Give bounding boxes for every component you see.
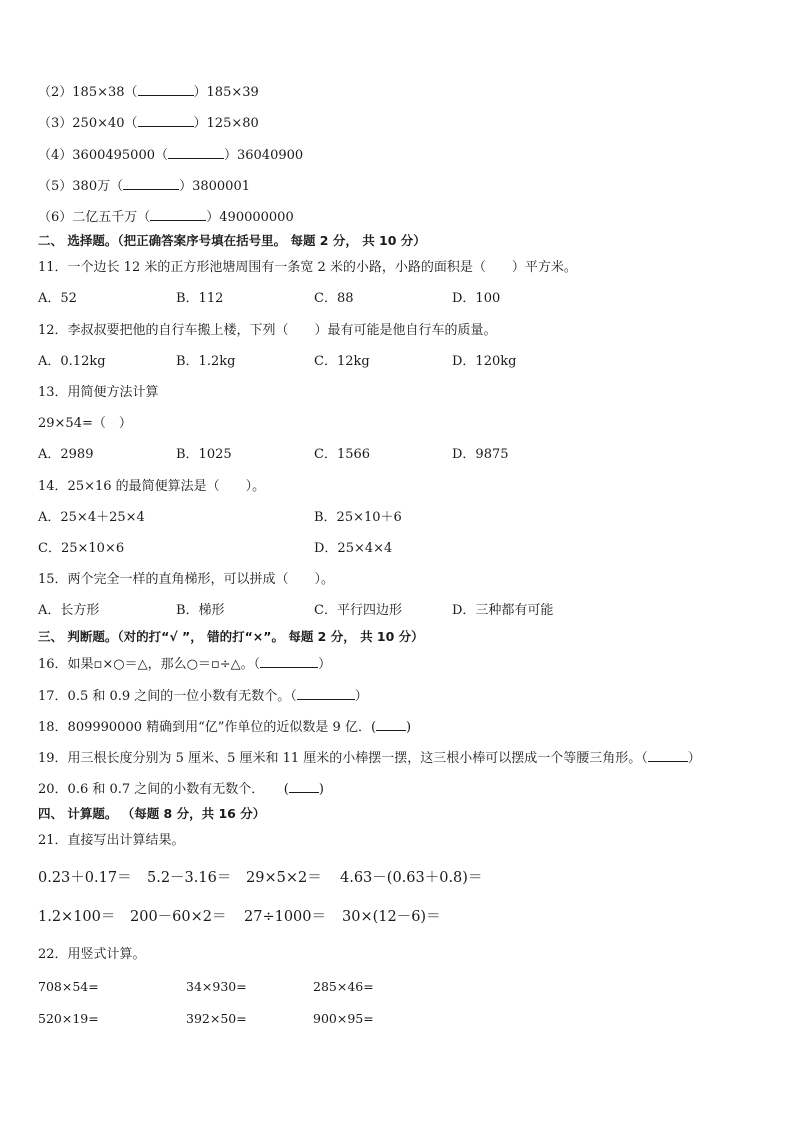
calc-expression: 30×(12－6)＝ <box>342 909 441 925</box>
option-c[interactable]: C．25×10×6 <box>38 541 125 556</box>
option-a[interactable]: A．0.12kg <box>38 354 106 369</box>
option-d[interactable]: D．三种都有可能 <box>452 603 554 618</box>
question-17: 17．0.5 和 0.9 之间的一位小数有无数个。（ ） <box>38 686 368 706</box>
compare-item-6: （6）二亿五千万（ ）490000000 <box>38 207 294 227</box>
option-d[interactable]: D．100 <box>452 291 501 306</box>
answer-blank[interactable] <box>150 207 206 221</box>
option-c[interactable]: C．12kg <box>314 354 370 369</box>
compare-item-5: （5）380万（ ）3800001 <box>38 176 250 196</box>
question-15: 15．两个完全一样的直角梯形，可以拼成（ ）。 <box>38 572 335 587</box>
section-heading-calc: 四、 计算题。 （每题 8 分，共 16 分） <box>38 806 266 821</box>
option-b[interactable]: B．25×10＋6 <box>314 510 402 525</box>
calc-expression: 1.2×100＝ <box>38 909 116 925</box>
option-a[interactable]: A．52 <box>38 291 77 306</box>
option-b[interactable]: B．112 <box>176 291 224 306</box>
answer-blank[interactable] <box>138 113 194 127</box>
question-20: 20．0.6 和 0.7 之间的小数有无数个． ( ) <box>38 779 324 799</box>
answer-blank[interactable] <box>376 717 406 731</box>
option-c[interactable]: C．平行四边形 <box>314 603 402 618</box>
compare-item-4: （4）3600495000（ ）36040900 <box>38 145 303 165</box>
vertical-calc-item: 285×46= <box>313 979 374 994</box>
compare-item-2: （2）185×38（ ）185×39 <box>38 82 259 102</box>
section-heading-choice: 二、 选择题。（把正确答案序号填在括号里。 每题 2 分， 共 10 分） <box>38 233 426 248</box>
calc-expression: 0.23＋0.17＝ <box>38 870 132 886</box>
answer-blank[interactable] <box>648 748 688 762</box>
vertical-calc-item: 392×50= <box>186 1011 247 1026</box>
option-a[interactable]: A．长方形 <box>38 603 100 618</box>
section-heading-judge: 三、 判断题。（对的打“√ ”， 错的打“×”。 每题 2 分， 共 10 分） <box>38 629 424 644</box>
option-d[interactable]: D．9875 <box>452 447 509 462</box>
calc-expression: 5.2－3.16＝ <box>147 870 232 886</box>
question-14: 14．25×16 的最简便算法是（ ）。 <box>38 479 266 494</box>
answer-blank[interactable] <box>289 779 319 793</box>
option-c[interactable]: C．1566 <box>314 447 371 462</box>
option-d[interactable]: D．25×4×4 <box>314 541 393 556</box>
answer-blank[interactable] <box>138 82 194 96</box>
calc-expression: 29×5×2＝ <box>246 870 322 886</box>
question-21: 21．直接写出计算结果。 <box>38 833 185 848</box>
option-b[interactable]: B．梯形 <box>176 603 225 618</box>
answer-blank[interactable] <box>297 686 355 700</box>
option-d[interactable]: D．120kg <box>452 354 517 369</box>
vertical-calc-item: 900×95= <box>313 1011 374 1026</box>
question-22: 22．用竖式计算。 <box>38 947 146 962</box>
answer-blank[interactable] <box>168 145 224 159</box>
question-13-expression: 29×54=（ ） <box>38 416 132 431</box>
question-13: 13．用简便方法计算 <box>38 385 159 400</box>
option-b[interactable]: B．1025 <box>176 447 232 462</box>
answer-blank[interactable] <box>123 176 179 190</box>
compare-item-3: （3）250×40（ ）125×80 <box>38 113 259 133</box>
option-a[interactable]: A．25×4＋25×4 <box>38 510 145 525</box>
question-12: 12．李叔叔要把他的自行车搬上楼，下列（ ）最有可能是他自行车的质量。 <box>38 323 497 338</box>
calc-expression: 4.63－(0.63＋0.8)＝ <box>340 870 483 886</box>
option-b[interactable]: B．1.2kg <box>176 354 236 369</box>
answer-blank[interactable] <box>260 654 318 668</box>
option-a[interactable]: A．2989 <box>38 447 94 462</box>
option-c[interactable]: C．88 <box>314 291 354 306</box>
vertical-calc-item: 708×54= <box>38 979 99 994</box>
question-16: 16．如果▫×○＝△，那么○＝▫÷△。（ ） <box>38 654 331 674</box>
vertical-calc-item: 520×19= <box>38 1011 99 1026</box>
question-18: 18．809990000 精确到用“亿”作单位的近似数是 9 亿．( ) <box>38 717 411 737</box>
question-19: 19．用三根长度分别为 5 厘米、5 厘米和 11 厘米的小棒摆一摆，这三根小棒可以摆成一个等腰三角形。（ ） <box>38 748 701 768</box>
vertical-calc-item: 34×930= <box>186 979 247 994</box>
question-11: 11．一个边长 12 米的正方形池塘周围有一条宽 2 米的小路，小路的面积是（ ）平方米。 <box>38 260 577 275</box>
calc-expression: 200－60×2＝ <box>130 909 227 925</box>
calc-expression: 27÷1000＝ <box>244 909 327 925</box>
